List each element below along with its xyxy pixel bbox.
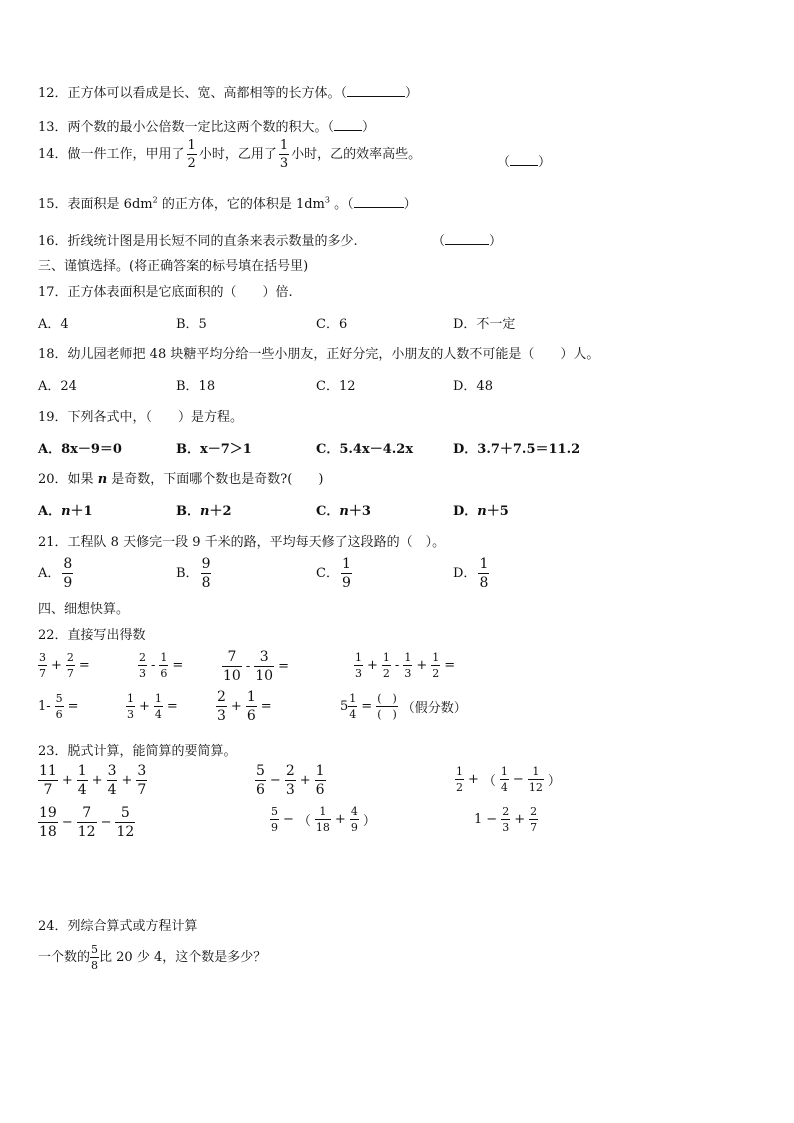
calc-item: 1- $\frac{5}{6}$ = — [38, 692, 79, 721]
calc-item: $\frac{19}{18}$ − $\frac{7}{12}$ − $\frac{5}{12}$ — [39, 805, 135, 840]
option-d[interactable]: D．不一定 — [453, 317, 516, 332]
question-14-answer: （ ） — [497, 155, 552, 170]
question-17: 17．正方体表面积是它底面积的（ ）倍. — [38, 285, 293, 300]
calc-item: $\frac{1}{2}$ + （ $\frac{1}{4}$ − $\frac{1}{12}$ ） — [456, 765, 561, 794]
question-24-text: 一个数的 $\frac{5}{8}$ 比 20 少 4，这个数是多少？ — [38, 943, 267, 972]
calc-item: $\frac{7}{10}$ - $\frac{3}{10}$ = — [223, 649, 289, 684]
option-a[interactable]: A．8x－9＝0 — [38, 442, 122, 457]
calc-item: $\frac{2}{3}$ - $\frac{1}{6}$ = — [139, 651, 184, 680]
section-3-heading: 三、谨慎选择。(将正确答案的标号填在括号里) — [38, 259, 309, 274]
calc-item: $\frac{3}{7}$ + $\frac{2}{7}$ = — [39, 651, 90, 680]
option-b[interactable]: B．n＋2 — [176, 504, 232, 519]
option-c[interactable]: C．12 — [316, 379, 356, 394]
question-14: 14．做一件工作，甲用了 $\frac{1}{2}$ 小时，乙用了 $\frac{1}{3}$ 小时，乙的效率高些。 — [38, 138, 422, 171]
question-18: 18．幼儿园老师把 48 块糖平均分给一些小朋友，正好分完，小朋友的人数不可能是（ ）人。 — [38, 347, 600, 362]
option-a[interactable]: A．4 — [38, 317, 69, 332]
option-c[interactable]: C．n＋3 — [316, 504, 371, 519]
option-a[interactable]: A．n＋1 — [38, 504, 93, 519]
question-15: 15．表面积是 $6dm^2$ 的正方体，它的体积是 $1dm^3$ 。（ ） — [38, 195, 417, 212]
question-19: 19．下列各式中，（ ）是方程。 — [38, 410, 244, 425]
option-a[interactable]: A． $\frac{8}{9}$ — [38, 556, 73, 591]
calc-item: $\frac{1}{3}$ + $\frac{1}{4}$ = — [127, 692, 178, 721]
calc-item: 1 − $\frac{2}{3}$ + $\frac{2}{7}$ — [474, 805, 538, 834]
calc-item: $\frac{2}{3}$ + $\frac{1}{6}$ = — [217, 689, 272, 724]
question-16: 16．折线统计图是用长短不同的直条来表示数量的多少. — [38, 234, 358, 249]
option-d[interactable]: D．3.7＋7.5＝11.2 — [453, 442, 581, 457]
option-c[interactable]: C． $\frac{1}{9}$ — [316, 556, 351, 591]
answer-blank[interactable] — [334, 119, 362, 131]
section-4-heading: 四、细想快算。 — [38, 602, 130, 617]
option-d[interactable]: D．n＋5 — [453, 504, 509, 519]
answer-blank[interactable] — [510, 154, 538, 166]
calc-item: $\frac{11}{7}$ + $\frac{1}{4}$ + $\frac{3}{4}$ + $\frac{3}{7}$ — [39, 763, 147, 798]
option-c[interactable]: C．5.4x－4.2x — [316, 442, 414, 457]
option-d[interactable]: D．48 — [453, 379, 493, 394]
answer-blank[interactable] — [445, 233, 489, 245]
question-21: 21．工程队 8 天修完一段 9 千米的路，平均每天修了这段路的（ ）。 — [38, 535, 446, 550]
fraction: $\frac{1}{3}$ — [279, 138, 289, 171]
question-24: 24．列综合算式或方程计算 — [38, 919, 198, 934]
option-b[interactable]: B．18 — [176, 379, 216, 394]
calc-item: 5 $\frac{1}{4}$ = $\frac{( )}{( )}$ （假分数） — [340, 692, 467, 721]
answer-blank[interactable] — [347, 85, 405, 97]
question-22: 22．直接写出得数 — [38, 628, 146, 643]
option-a[interactable]: A．24 — [38, 379, 77, 394]
answer-blank[interactable] — [354, 196, 404, 208]
option-b[interactable]: B．x－7＞1 — [176, 442, 252, 457]
option-d[interactable]: D． $\frac{1}{8}$ — [453, 556, 489, 591]
question-16-answer: （ ） — [432, 234, 503, 249]
calc-item: $\frac{5}{6}$ − $\frac{2}{3}$ + $\frac{1}{6}$ — [256, 763, 325, 798]
calc-item: $\frac{1}{3}$ + $\frac{1}{2}$ - $\frac{1}{3}$ + $\frac{1}{2}$ = — [355, 651, 456, 680]
option-c[interactable]: C．6 — [316, 317, 348, 332]
option-b[interactable]: B． $\frac{9}{8}$ — [176, 556, 211, 591]
question-13: 13．两个数的最小公倍数一定比这两个数的积大。（ ） — [38, 120, 376, 135]
question-23: 23．脱式计算，能简算的要简算。 — [38, 744, 237, 759]
fraction: $\frac{1}{2}$ — [187, 138, 196, 171]
option-b[interactable]: B．5 — [176, 317, 207, 332]
question-12: 12．正方体可以看成是长、宽、高都相等的长方体。（ ） — [38, 86, 419, 101]
calc-item: $\frac{5}{9}$ − （ $\frac{1}{18}$ + $\frac{4}{9}$ ） — [271, 805, 376, 834]
question-20: 20．如果 n 是奇数，下面哪个数也是奇数?( ) — [38, 472, 324, 487]
